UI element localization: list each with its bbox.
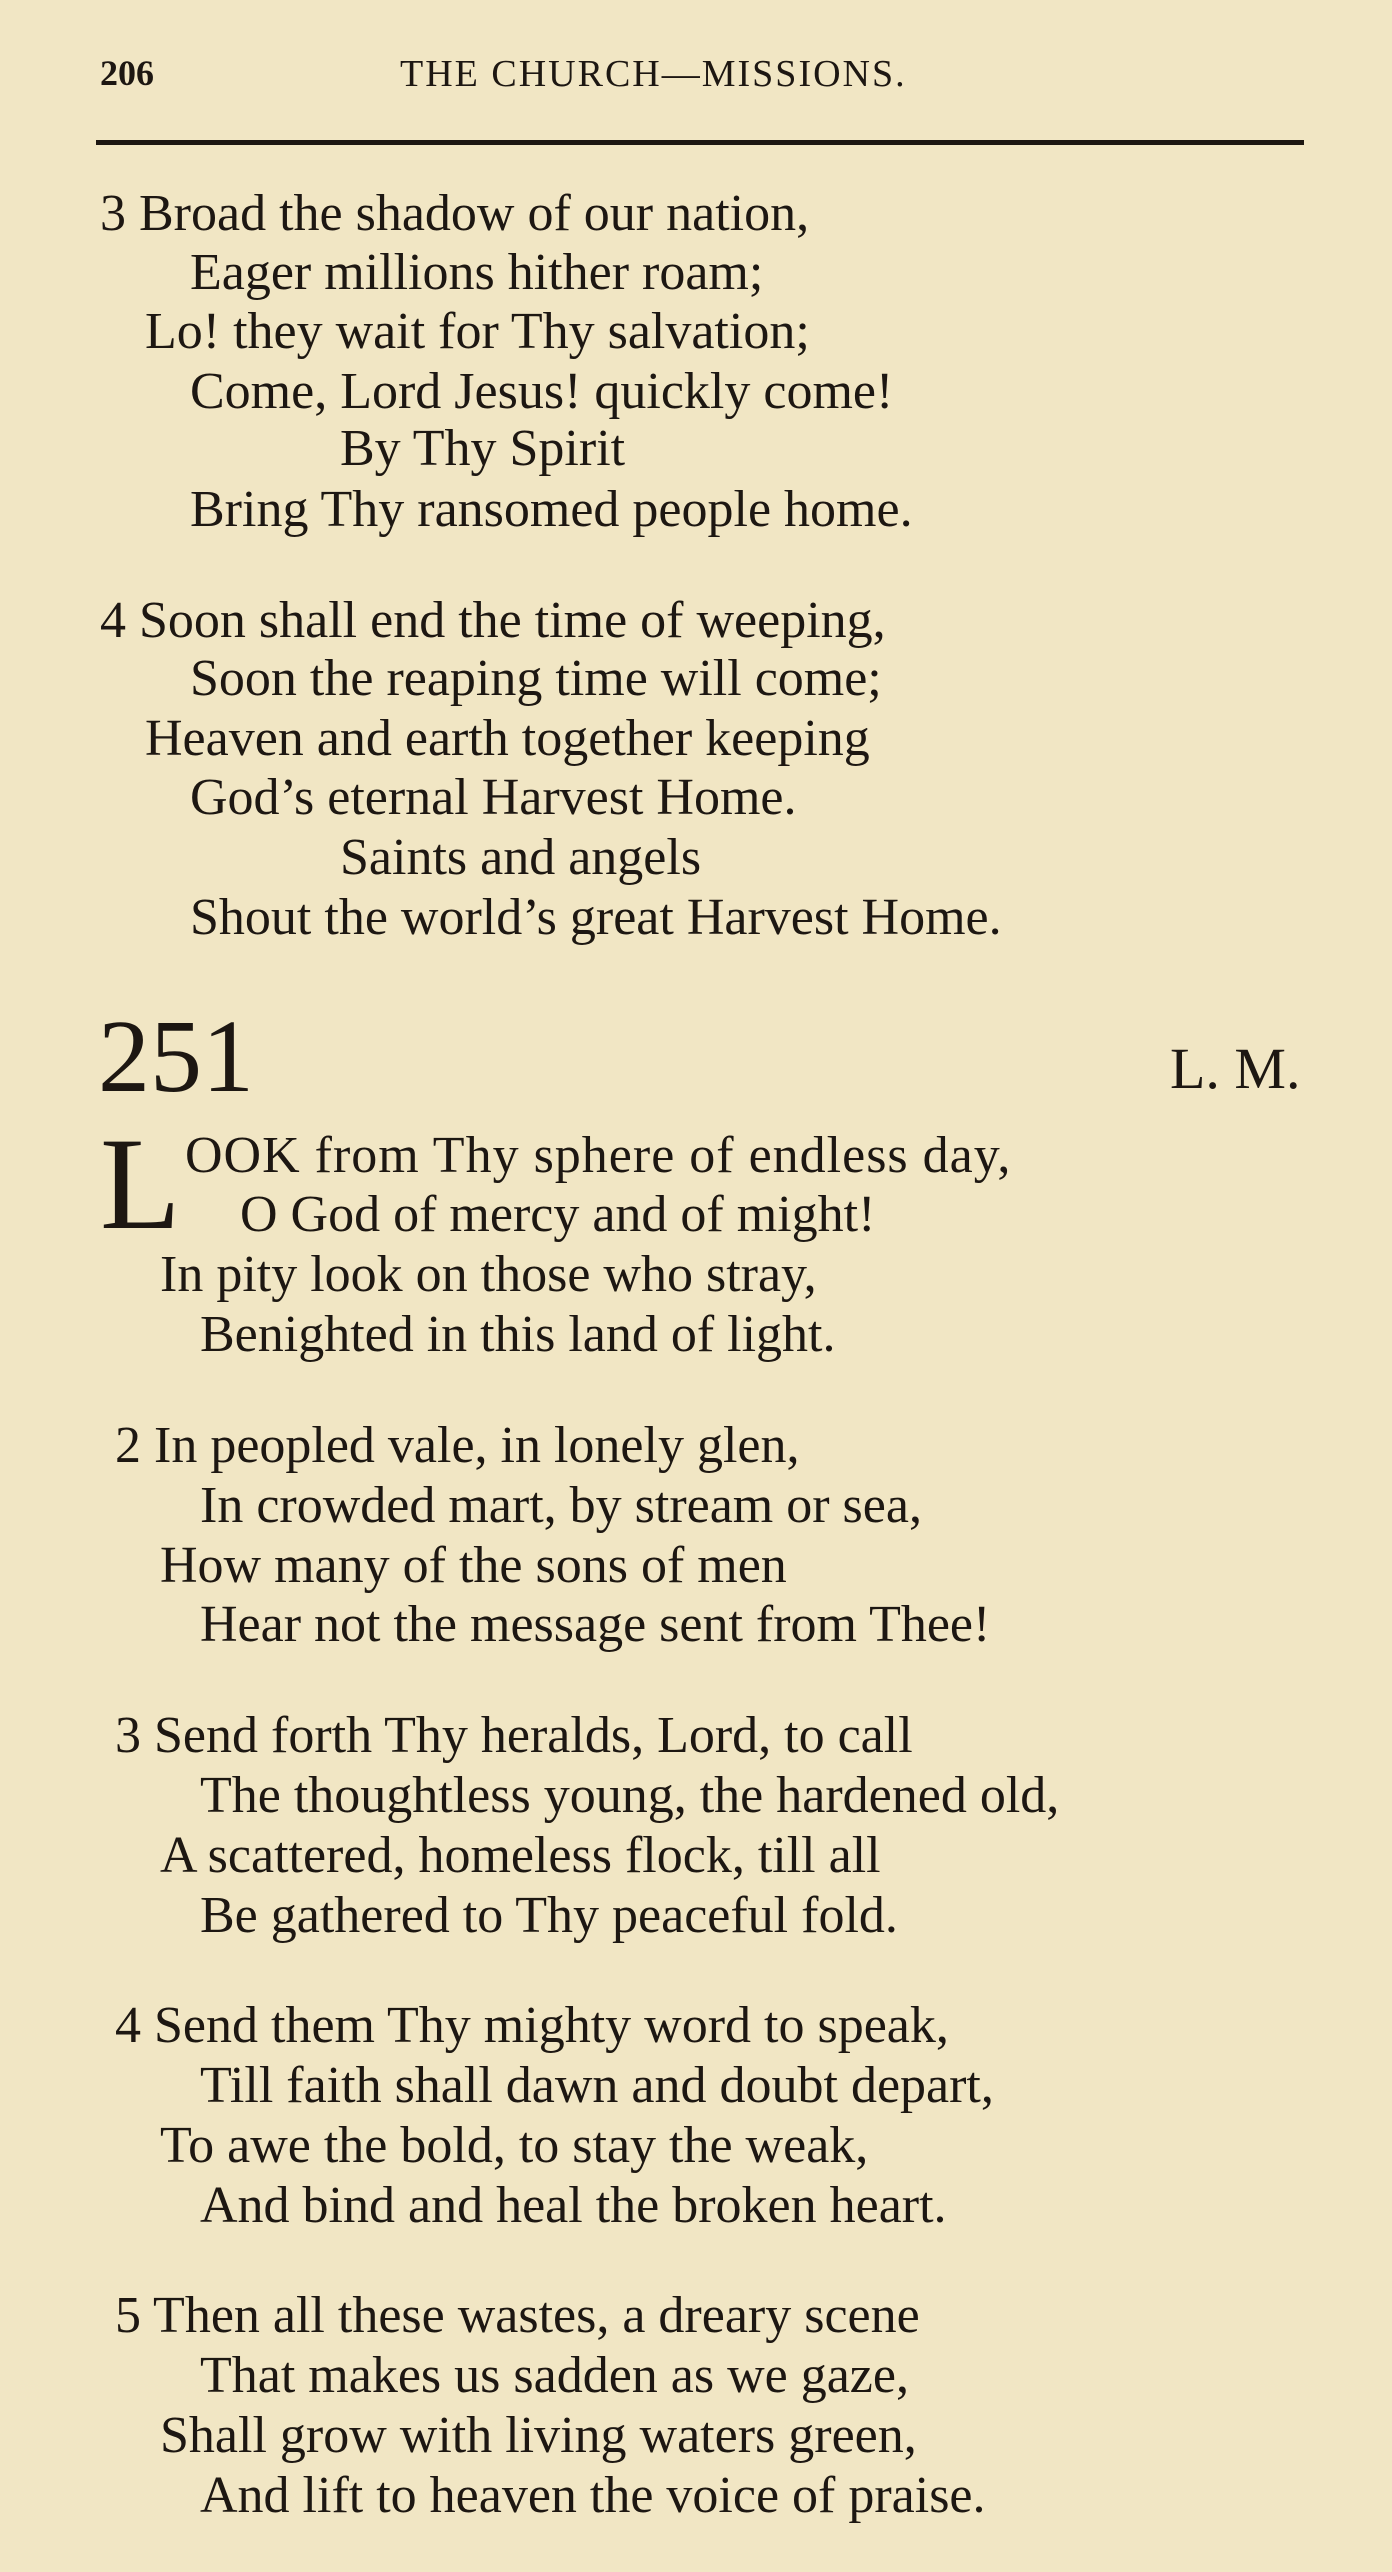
verse-line: Benighted in this land of light. bbox=[200, 1306, 836, 1363]
verse-line: 3 Broad the shadow of our nation, bbox=[100, 185, 810, 242]
verse-line: Bring Thy ransomed people home. bbox=[190, 481, 913, 538]
verse-line: Hear not the message sent from Thee! bbox=[200, 1596, 991, 1653]
verse-line: A scattered, homeless flock, till all bbox=[160, 1827, 881, 1884]
verse-line: Heaven and earth together keeping bbox=[145, 710, 870, 767]
verse-line: In pity look on those who stray, bbox=[160, 1246, 817, 1303]
verse-line: And bind and heal the broken heart. bbox=[200, 2177, 947, 2234]
verse-line: O God of mercy and of might! bbox=[240, 1186, 876, 1243]
verse-line: 4 Send them Thy mighty word to speak, bbox=[115, 1997, 949, 2054]
running-title: THE CHURCH—MISSIONS. bbox=[400, 53, 907, 95]
verse-line: Till faith shall dawn and doubt depart, bbox=[200, 2057, 994, 2114]
verse-line: The thoughtless young, the hardened old, bbox=[200, 1767, 1060, 1824]
hymn-number: 251 bbox=[98, 999, 254, 1114]
verse-line: How many of the sons of men bbox=[160, 1537, 787, 1594]
verse-line: Lo! they wait for Thy salvation; bbox=[145, 303, 810, 360]
verse-line: God’s eternal Harvest Home. bbox=[190, 769, 797, 826]
verse-line: And lift to heaven the voice of praise. bbox=[200, 2467, 986, 2524]
drop-cap: L bbox=[100, 1110, 181, 1257]
verse-line: That makes us sadden as we gaze, bbox=[200, 2347, 909, 2404]
verse-line: To awe the bold, to stay the weak, bbox=[160, 2117, 869, 2174]
verse-line: In crowded mart, by stream or sea, bbox=[200, 1477, 922, 1534]
verse-line: Come, Lord Jesus! quickly come! bbox=[190, 363, 894, 420]
verse-line: Soon the reaping time will come; bbox=[190, 650, 882, 707]
verse-line: Shall grow with living waters green, bbox=[160, 2407, 917, 2464]
verse-line: Eager millions hither roam; bbox=[190, 244, 764, 301]
header-rule bbox=[96, 140, 1304, 145]
verse-line: 4 Soon shall end the time of weeping, bbox=[100, 592, 886, 649]
verse-line: OOK from Thy sphere of endless day, bbox=[185, 1127, 1012, 1184]
page-number: 206 bbox=[100, 53, 154, 93]
verse-line: Shout the world’s great Harvest Home. bbox=[190, 889, 1002, 946]
hymn-meter: L. M. bbox=[1170, 1036, 1301, 1101]
verse-line: 2 In peopled vale, in lonely glen, bbox=[115, 1417, 800, 1474]
verse-line: 3 Send forth Thy heralds, Lord, to call bbox=[115, 1707, 913, 1764]
verse-line: Saints and angels bbox=[340, 829, 702, 886]
verse-line: 5 Then all these wastes, a dreary scene bbox=[115, 2287, 920, 2344]
page-header bbox=[100, 52, 1310, 102]
verse-line: By Thy Spirit bbox=[340, 420, 626, 477]
verse-line: Be gathered to Thy peaceful fold. bbox=[200, 1887, 898, 1944]
